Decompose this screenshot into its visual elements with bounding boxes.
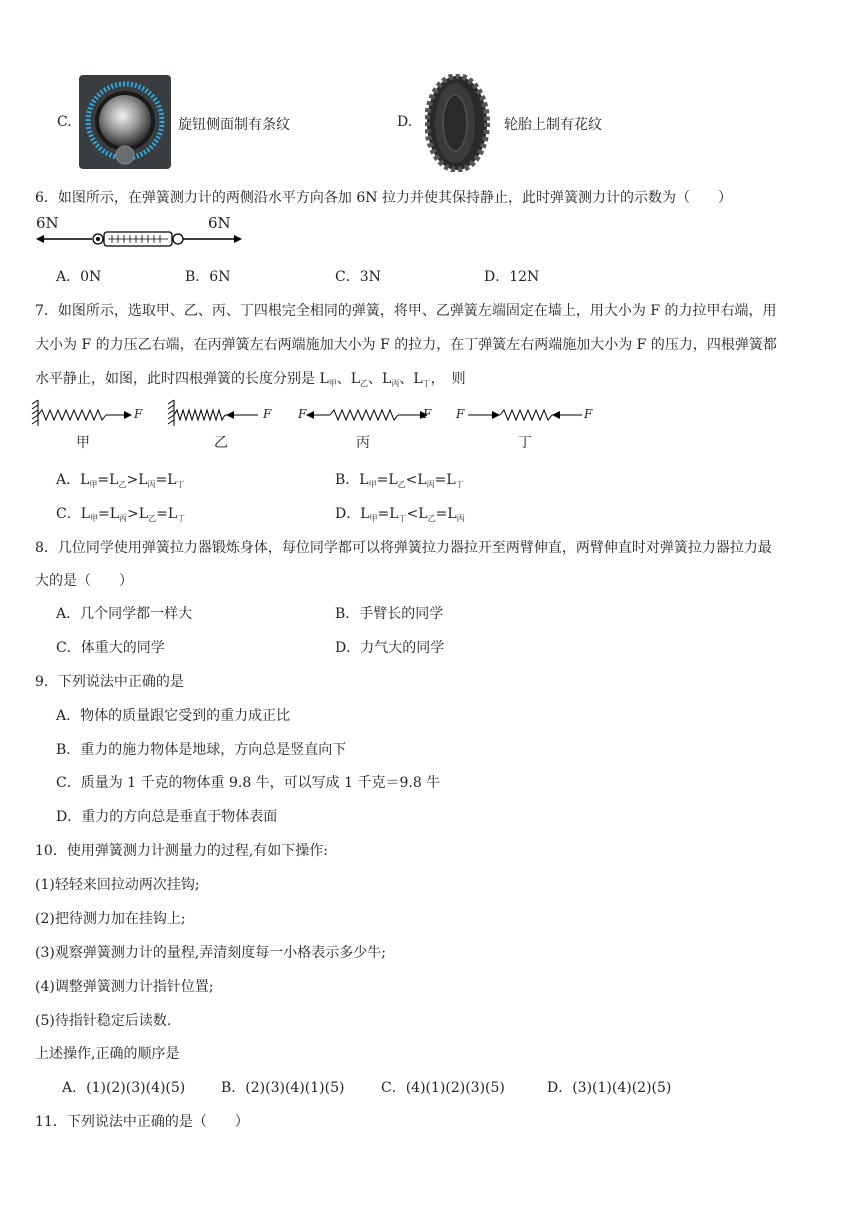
- force-f-bing-left: F: [298, 407, 307, 421]
- q9-stem: 9．下列说法中正确的是: [35, 674, 184, 690]
- force-f-ding-right: F: [584, 407, 593, 421]
- q6-option-c[interactable]: C．3N: [335, 269, 381, 285]
- q7-option-c[interactable]: C．$L_甲=L_丙>L_乙=L_丁$: [56, 506, 186, 523]
- q9-option-c[interactable]: C．质量为 1 千克的物体重 9.8 牛，可以写成 1 千克＝9.8 牛: [56, 775, 441, 791]
- q9-option-a[interactable]: A．物体的质量跟它受到的重力成正比: [56, 708, 291, 724]
- q7-option-d[interactable]: D．$L_甲=L_丁<L_乙=L_丙$: [335, 506, 465, 523]
- q10-step-5: (5)待指针稳定后读数.: [35, 1013, 172, 1029]
- force-f-yi: F: [263, 407, 272, 421]
- tire-photo: [425, 74, 490, 172]
- q10-option-c[interactable]: C．(4)(1)(2)(3)(5): [381, 1080, 505, 1096]
- q8-option-a[interactable]: A．几个同学都一样大: [56, 606, 193, 622]
- force-right-label: 6N: [208, 214, 231, 232]
- q7-stem-line2: 大小为 F 的力压乙右端，在丙弹簧左右两端施加大小为 F 的拉力，在丁弹簧左右两端施加大小为 F 的压力，四根弹簧都: [35, 337, 777, 353]
- q5-option-c-label: C.: [57, 114, 72, 130]
- q10-step-1: (1)轻轻来回拉动两次挂钩;: [35, 877, 200, 893]
- q10-stem: 10．使用弹簧测力计测量力的过程,有如下操作:: [35, 843, 328, 859]
- q7-option-b[interactable]: B．$L_甲=L_乙<L_丙=L_丁$: [335, 472, 464, 489]
- q10-option-b[interactable]: B．(2)(3)(4)(1)(5): [221, 1080, 345, 1096]
- spring-label-yi: 乙: [214, 435, 228, 451]
- q7-stem-line1: 7．如图所示，选取甲、乙、丙、丁四根完全相同的弹簧，将甲、乙弹簧左端固定在墙上，用大小为 F 的力拉甲右端，用: [35, 303, 777, 319]
- spring-label-bing: 丙: [356, 435, 370, 451]
- force-f-jia: F: [134, 407, 143, 421]
- q10-step-4: (4)调整弹簧测力计指针位置;: [35, 979, 214, 995]
- force-f-bing-right: F: [423, 407, 432, 421]
- force-f-ding-left: F: [456, 407, 465, 421]
- q11-stem: 11．下列说法中正确的是（ ）: [35, 1114, 249, 1130]
- spring-label-jia: 甲: [76, 435, 90, 451]
- q8-option-b[interactable]: B．手臂长的同学: [335, 606, 444, 622]
- q10-step-2: (2)把待测力加在挂钩上;: [35, 911, 186, 927]
- q6-option-d[interactable]: D．12N: [484, 269, 540, 285]
- force-left-label: 6N: [36, 214, 59, 232]
- q8-stem-line1: 8．几位同学使用弹簧拉力器锻炼身体，每位同学都可以将弹簧拉力器拉开至两臂伸直，两臂伸直时对弹簧拉力器拉力最: [35, 540, 772, 556]
- q8-stem-line2: 大的是（ ）: [35, 573, 133, 589]
- q5-option-d-text: 轮胎上制有花纹: [504, 117, 602, 133]
- q6-stem: 6．如图所示，在弹簧测力计的两侧沿水平方向各加 6N 拉力并使其保持静止，此时弹簧测力计的示数为（ ）: [35, 190, 732, 206]
- q8-option-d[interactable]: D．力气大的同学: [335, 640, 445, 656]
- spring-label-ding: 丁: [518, 435, 532, 451]
- q10-step-3: (3)观察弹簧测力计的量程,弄清刻度每一小格表示多少牛;: [35, 945, 386, 961]
- q7-stem-line3: 水平静止，如图，此时四根弹簧的长度分别是 $L_甲$、$L_乙$、$L_丙$、$L_丁$， 则: [35, 371, 466, 388]
- q5-option-c-text: 旋钮侧面制有条纹: [178, 117, 290, 133]
- q5-option-d-label: D.: [397, 114, 413, 130]
- q10-question: 上述操作,正确的顺序是: [35, 1046, 180, 1062]
- four-springs-diagram: [30, 396, 610, 452]
- spring-scale-diagram: [36, 214, 246, 248]
- q9-option-d[interactable]: D．重力的方向总是垂直于物体表面: [56, 809, 278, 825]
- q10-option-d[interactable]: D．(3)(1)(4)(2)(5): [547, 1080, 672, 1096]
- q6-option-b[interactable]: B．6N: [185, 269, 231, 285]
- knob-photo: [79, 75, 171, 169]
- q8-option-c[interactable]: C．体重大的同学: [56, 640, 165, 656]
- q7-option-a[interactable]: A．$L_甲=L_乙>L_丙=L_丁$: [56, 472, 185, 489]
- q10-option-a[interactable]: A．(1)(2)(3)(4)(5): [62, 1080, 186, 1096]
- q9-option-b[interactable]: B．重力的施力物体是地球，方向总是竖直向下: [56, 742, 347, 758]
- q6-option-a[interactable]: A．0N: [56, 269, 102, 285]
